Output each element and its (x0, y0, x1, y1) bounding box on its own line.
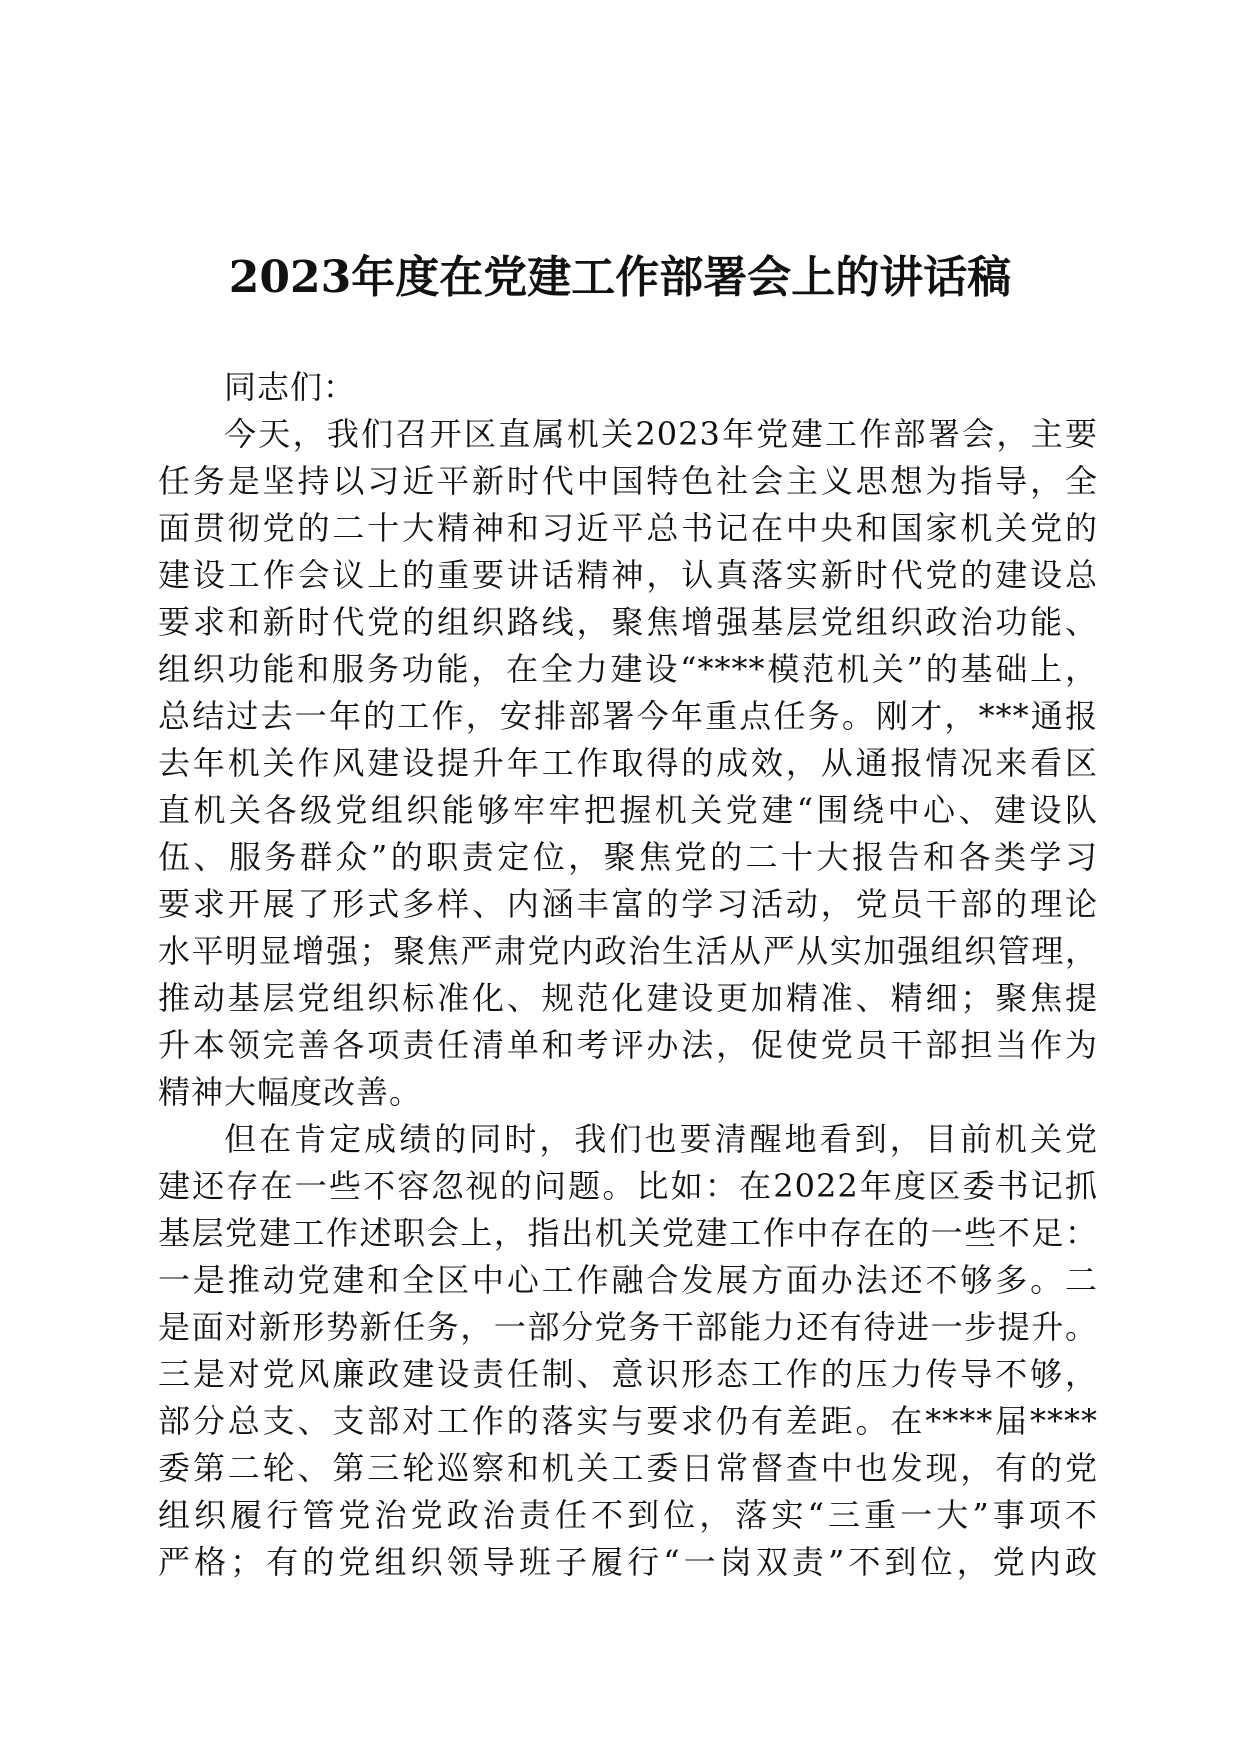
paragraph-2 (158, 1116, 1098, 1586)
paragraph-2-line: 三是对党风廉政建设责任制、意识形态工作的压力传导不够， (158, 1355, 1098, 1393)
paragraph-2-line: 组织履行管党治党政治责任不到位，落实“三重一大”事项不 (158, 1496, 1098, 1534)
paragraph-1-line: 组织功能和服务功能，在全力建设“****模范机关”的基础上， (158, 650, 1098, 688)
paragraph-2-line: 基层党建工作述职会上，指出机关党建工作中存在的一些不足： (158, 1214, 1098, 1252)
document-title: 2023年度在党建工作部署会上的讲话稿 (228, 252, 1012, 303)
paragraph-1-line: 去年机关作风建设提升年工作取得的成效，从通报情况来看区 (158, 744, 1098, 782)
paragraph-1-line: 今天，我们召开区直属机关2023年党建工作部署会，主要 (224, 415, 1098, 453)
paragraph-1-line: 要求开展了形式多样、内涵丰富的学习活动，党员干部的理论 (158, 885, 1098, 923)
paragraph-1-line: 推动基层党组织标准化、规范化建设更加精准、精细；聚焦提 (158, 979, 1098, 1017)
paragraph-1-line: 面贯彻党的二十大精神和习近平总书记在中央和国家机关党的 (158, 509, 1098, 547)
paragraph-1-line: 建设工作会议上的重要讲话精神，认真落实新时代党的建设总 (158, 556, 1098, 594)
paragraph-2-line: 委第二轮、第三轮巡察和机关工委日常督查中也发现，有的党 (158, 1449, 1098, 1487)
paragraph-2-line: 部分总支、支部对工作的落实与要求仍有差距。在****届**** (158, 1402, 1098, 1440)
paragraph-1 (158, 411, 1098, 1116)
paragraph-1-line: 精神大幅度改善。 (158, 1073, 423, 1111)
paragraph-1-line: 直机关各级党组织能够牢牢把握机关党建“围绕中心、建设队 (158, 791, 1098, 829)
paragraph-1-line: 总结过去一年的工作，安排部署今年重点任务。刚才，***通报 (158, 697, 1098, 735)
paragraph-1-line: 要求和新时代党的组织路线，聚焦增强基层党组织政治功能、 (158, 603, 1098, 641)
paragraph-2-line: 建还存在一些不容忽视的问题。比如：在2022年度区委书记抓 (158, 1167, 1098, 1205)
paragraph-2-line: 但在肯定成绩的同时，我们也要清醒地看到，目前机关党 (224, 1120, 1098, 1158)
paragraph-1-line: 升本领完善各项责任清单和考评办法，促使党员干部担当作为 (158, 1026, 1098, 1064)
paragraph-2-line: 严格；有的党组织领导班子履行“一岗双责”不到位，党内政 (158, 1543, 1098, 1581)
salutation: 同志们： (224, 368, 357, 406)
paragraph-1-line: 水平明显增强；聚焦严肃党内政治生活从严从实加强组织管理， (158, 932, 1098, 970)
paragraph-1-line: 任务是坚持以习近平新时代中国特色社会主义思想为指导，全 (158, 462, 1098, 500)
paragraph-2-line: 是面对新形势新任务，一部分党务干部能力还有待进一步提升。 (158, 1308, 1098, 1346)
document-body (158, 364, 1098, 1586)
paragraph-1-line: 伍、服务群众”的职责定位，聚焦党的二十大报告和各类学习 (158, 838, 1098, 876)
paragraph-2-line: 一是推动党建和全区中心工作融合发展方面办法还不够多。二 (158, 1261, 1098, 1299)
